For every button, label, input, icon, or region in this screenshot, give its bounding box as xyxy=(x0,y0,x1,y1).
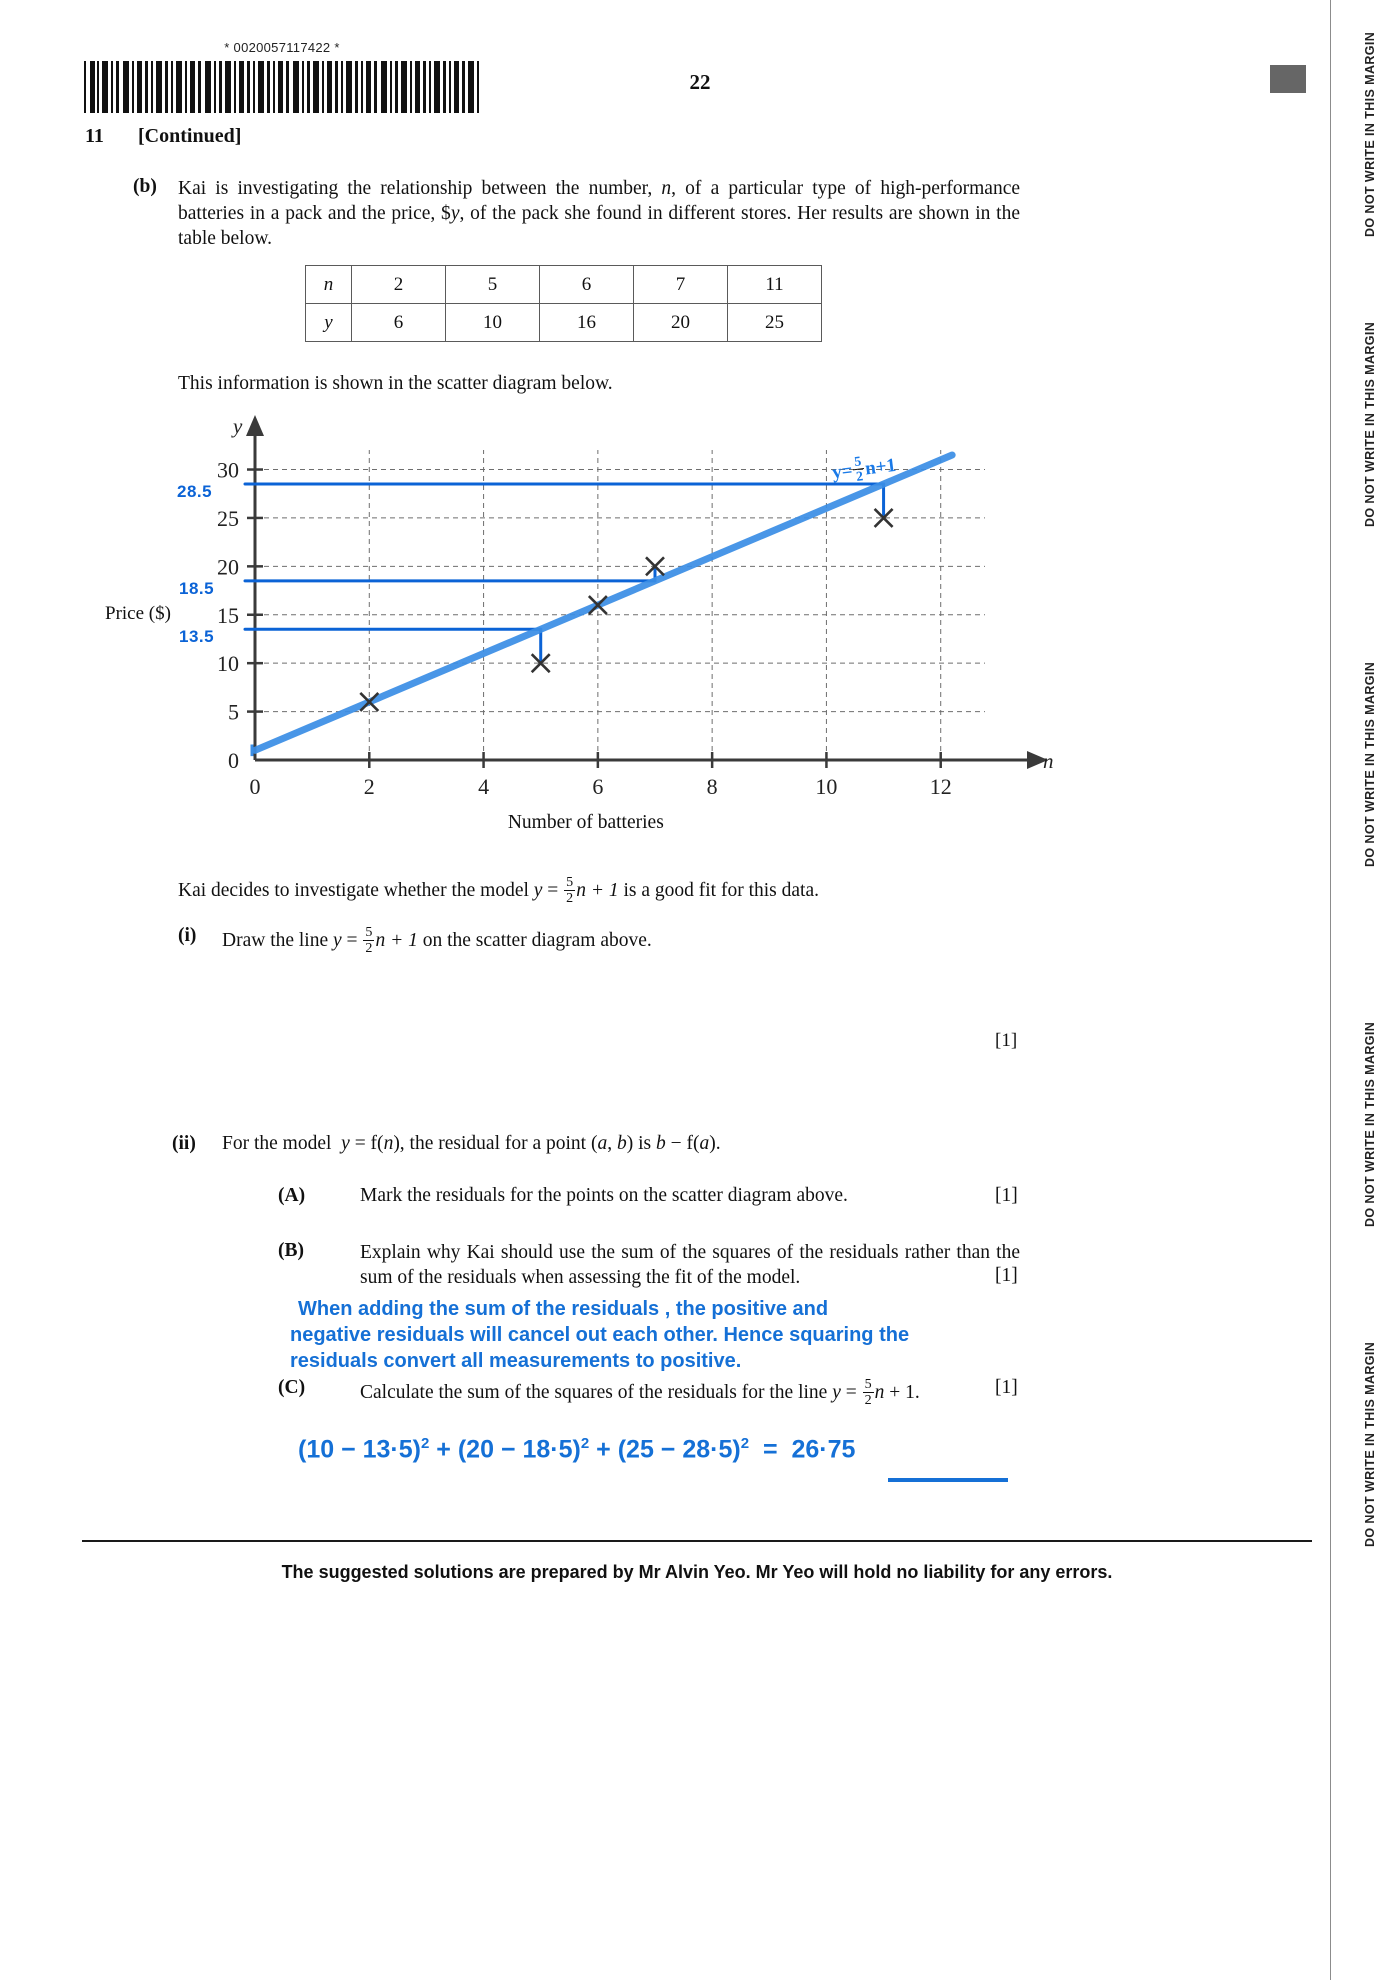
y-tick-label: 30 xyxy=(217,457,239,483)
part-b-text-3: , of the pack she found in different stores. Her results are shown in the table below. xyxy=(178,203,1020,249)
part-i-fraction: $\frac{5}{2}$ xyxy=(365,924,373,956)
table-cell: 11 xyxy=(728,266,822,304)
model-text-before: Kai decides to investigate whether the model xyxy=(178,879,534,901)
footer-divider xyxy=(82,1540,1312,1542)
eq-fraction: $\frac{5}{2}$ xyxy=(853,453,865,485)
x-tick-label: 8 xyxy=(706,774,718,799)
part-i-after: on the scatter diagram above. xyxy=(417,929,652,951)
part-b-text-2: , of a particular type of high-performance batteries in a pack and the price, $ xyxy=(178,178,1021,224)
data-table xyxy=(305,265,822,342)
part-ii-label: (ii) xyxy=(172,1133,196,1154)
y-tick-label: 25 xyxy=(217,505,239,531)
handwritten-explanation-line-2: negative residuals will cancel out each other. Hence squaring the xyxy=(290,1324,910,1346)
mark-part-i: [1] xyxy=(995,1030,1018,1051)
mark-sub-c: [1] xyxy=(995,1377,1018,1398)
model-eq-rest: n + 1 xyxy=(576,879,619,901)
sub-c-label: (C) xyxy=(278,1377,306,1398)
continued-label: [Continued] xyxy=(138,125,242,147)
table-header-y: y xyxy=(306,304,352,342)
calc-plus-1: + xyxy=(436,1435,451,1464)
sub-b-label: (B) xyxy=(278,1240,304,1261)
x-axis-label: Number of batteries xyxy=(507,812,664,833)
variable-n: n xyxy=(661,178,672,199)
margin-note: DO NOT WRITE IN THIS MARGIN xyxy=(1363,1341,1377,1547)
mark-sub-b: [1] xyxy=(995,1265,1018,1286)
margin-divider xyxy=(1330,0,1331,1980)
table-cell: 7 xyxy=(634,266,728,304)
calc-term-1: (10 − 13·5) xyxy=(298,1435,421,1464)
table-cell: 16 xyxy=(540,304,634,342)
part-b-text-1: Kai is investigating the relationship between the number, xyxy=(178,178,662,199)
handwritten-explanation xyxy=(290,1296,1028,1374)
barcode-number: * 0020057117422 * xyxy=(224,40,340,55)
model-eq-y: y xyxy=(533,879,543,901)
table-cell: 6 xyxy=(540,266,634,304)
x-tick-label: 10 xyxy=(815,774,838,799)
table-cell: 5 xyxy=(446,266,540,304)
page-number: 22 xyxy=(689,70,711,94)
footer-note: The suggested solutions are prepared by Mr Alvin Yeo. Mr Yeo will hold no liability for any errors. xyxy=(281,1562,1113,1582)
x-tick-label: 6 xyxy=(592,774,604,799)
y-tick-label: 20 xyxy=(217,554,239,580)
annotation-135: 13.5 xyxy=(179,627,215,647)
mark-sub-a: [1] xyxy=(995,1185,1018,1206)
x-tick-label: 0 xyxy=(249,774,261,799)
part-ii-text: For the model y = f(n), the residual for a point (a, b) is b − f(a). xyxy=(222,1133,721,1154)
model-statement xyxy=(178,875,819,905)
chart-canvas xyxy=(120,414,1054,815)
eq-y: y= xyxy=(831,460,854,484)
part-i-text xyxy=(222,925,652,955)
sub-c-text: Calculate the sum of the squares of the residuals for the line y = $\frac{5}{2}$ n + 1. xyxy=(360,1376,920,1408)
part-i-before: Draw the line xyxy=(222,929,334,951)
barcode-icon xyxy=(82,61,482,113)
part-i-eq-rest: n + 1 xyxy=(375,929,418,951)
table-cell: 2 xyxy=(352,266,446,304)
handwritten-calculation: $(10 - 13\cdot 5)^2 + (20 - 18\cdot 5)^2 + (25 - 28\cdot 5)^2 = 26\cdot 75$ xyxy=(298,1435,856,1464)
y-axis-label: Price ($) xyxy=(105,602,171,624)
margin-note: DO NOT WRITE IN THIS MARGIN xyxy=(1363,31,1377,237)
model-text-after: is a good fit for this data. xyxy=(618,879,819,901)
answer-underline xyxy=(888,1478,1008,1482)
y-tick-label: 5 xyxy=(228,699,239,725)
margin-note: DO NOT WRITE IN THIS MARGIN xyxy=(1363,321,1377,527)
barcode-block xyxy=(82,40,482,118)
margin-note: DO NOT WRITE IN THIS MARGIN xyxy=(1363,1021,1377,1227)
table-row-y xyxy=(306,304,822,342)
model-eq-equals: = xyxy=(542,879,564,901)
x-tick-label: 4 xyxy=(478,774,490,799)
table-cell: 25 xyxy=(728,304,822,342)
calc-equals: = xyxy=(756,1435,785,1464)
variable-y: y xyxy=(450,203,460,224)
x-axis-symbol: n xyxy=(1043,749,1054,773)
table-header-n: n xyxy=(306,266,352,304)
y-axis-symbol: y xyxy=(233,414,243,438)
handwritten-explanation-line-3: residuals convert all measurements to positive. xyxy=(290,1350,742,1372)
part-i-label: (i) xyxy=(178,925,197,946)
y-tick-label: 15 xyxy=(217,602,239,628)
table-cell: 20 xyxy=(634,304,728,342)
calc-plus-2: + xyxy=(596,1435,611,1464)
question-number: 11 xyxy=(85,125,104,147)
handwritten-explanation-line-1: When adding the sum of the residuals , the positive and xyxy=(298,1298,829,1320)
fit-line xyxy=(255,455,952,750)
calc-term-3: (25 − 28·5) xyxy=(617,1435,741,1464)
x-tick-label: 12 xyxy=(929,774,952,799)
sub-a-text: Mark the residuals for the points on the scatter diagram above. xyxy=(360,1185,848,1206)
y-tick-label: 0 xyxy=(228,748,239,773)
part-i-eq-y: y xyxy=(333,929,342,951)
scatter-diagram xyxy=(105,414,1054,845)
eq-tail: n+1 xyxy=(864,454,898,480)
x-tick-label: 2 xyxy=(363,774,375,799)
part-b-label: (b) xyxy=(133,176,157,197)
part-i-eq-equals: = xyxy=(341,929,363,951)
y-tick-label: 10 xyxy=(217,651,239,677)
sub-a-label: (A) xyxy=(278,1185,306,1206)
scatter-intro-text: This information is shown in the scatter diagram below. xyxy=(178,373,613,394)
corner-marker xyxy=(1270,65,1306,93)
part-b-text xyxy=(178,176,1020,251)
calc-result: 26·75 xyxy=(791,1435,856,1464)
table-cell: 10 xyxy=(446,304,540,342)
table-row-n xyxy=(306,266,822,304)
margin-strip xyxy=(1340,0,1400,1980)
calc-term-2: (20 − 18·5) xyxy=(457,1435,581,1464)
model-fraction: $\frac{5}{2}$ xyxy=(566,874,574,906)
annotation-185: 18.5 xyxy=(179,578,215,598)
table-cell: 6 xyxy=(352,304,446,342)
margin-note: DO NOT WRITE IN THIS MARGIN xyxy=(1363,661,1377,867)
sub-b-text: Explain why Kai should use the sum of the squares of the residuals rather than the sum of the residuals when assessing the fit of the model. xyxy=(360,1242,1020,1288)
annotation-285: 28.5 xyxy=(177,482,213,502)
